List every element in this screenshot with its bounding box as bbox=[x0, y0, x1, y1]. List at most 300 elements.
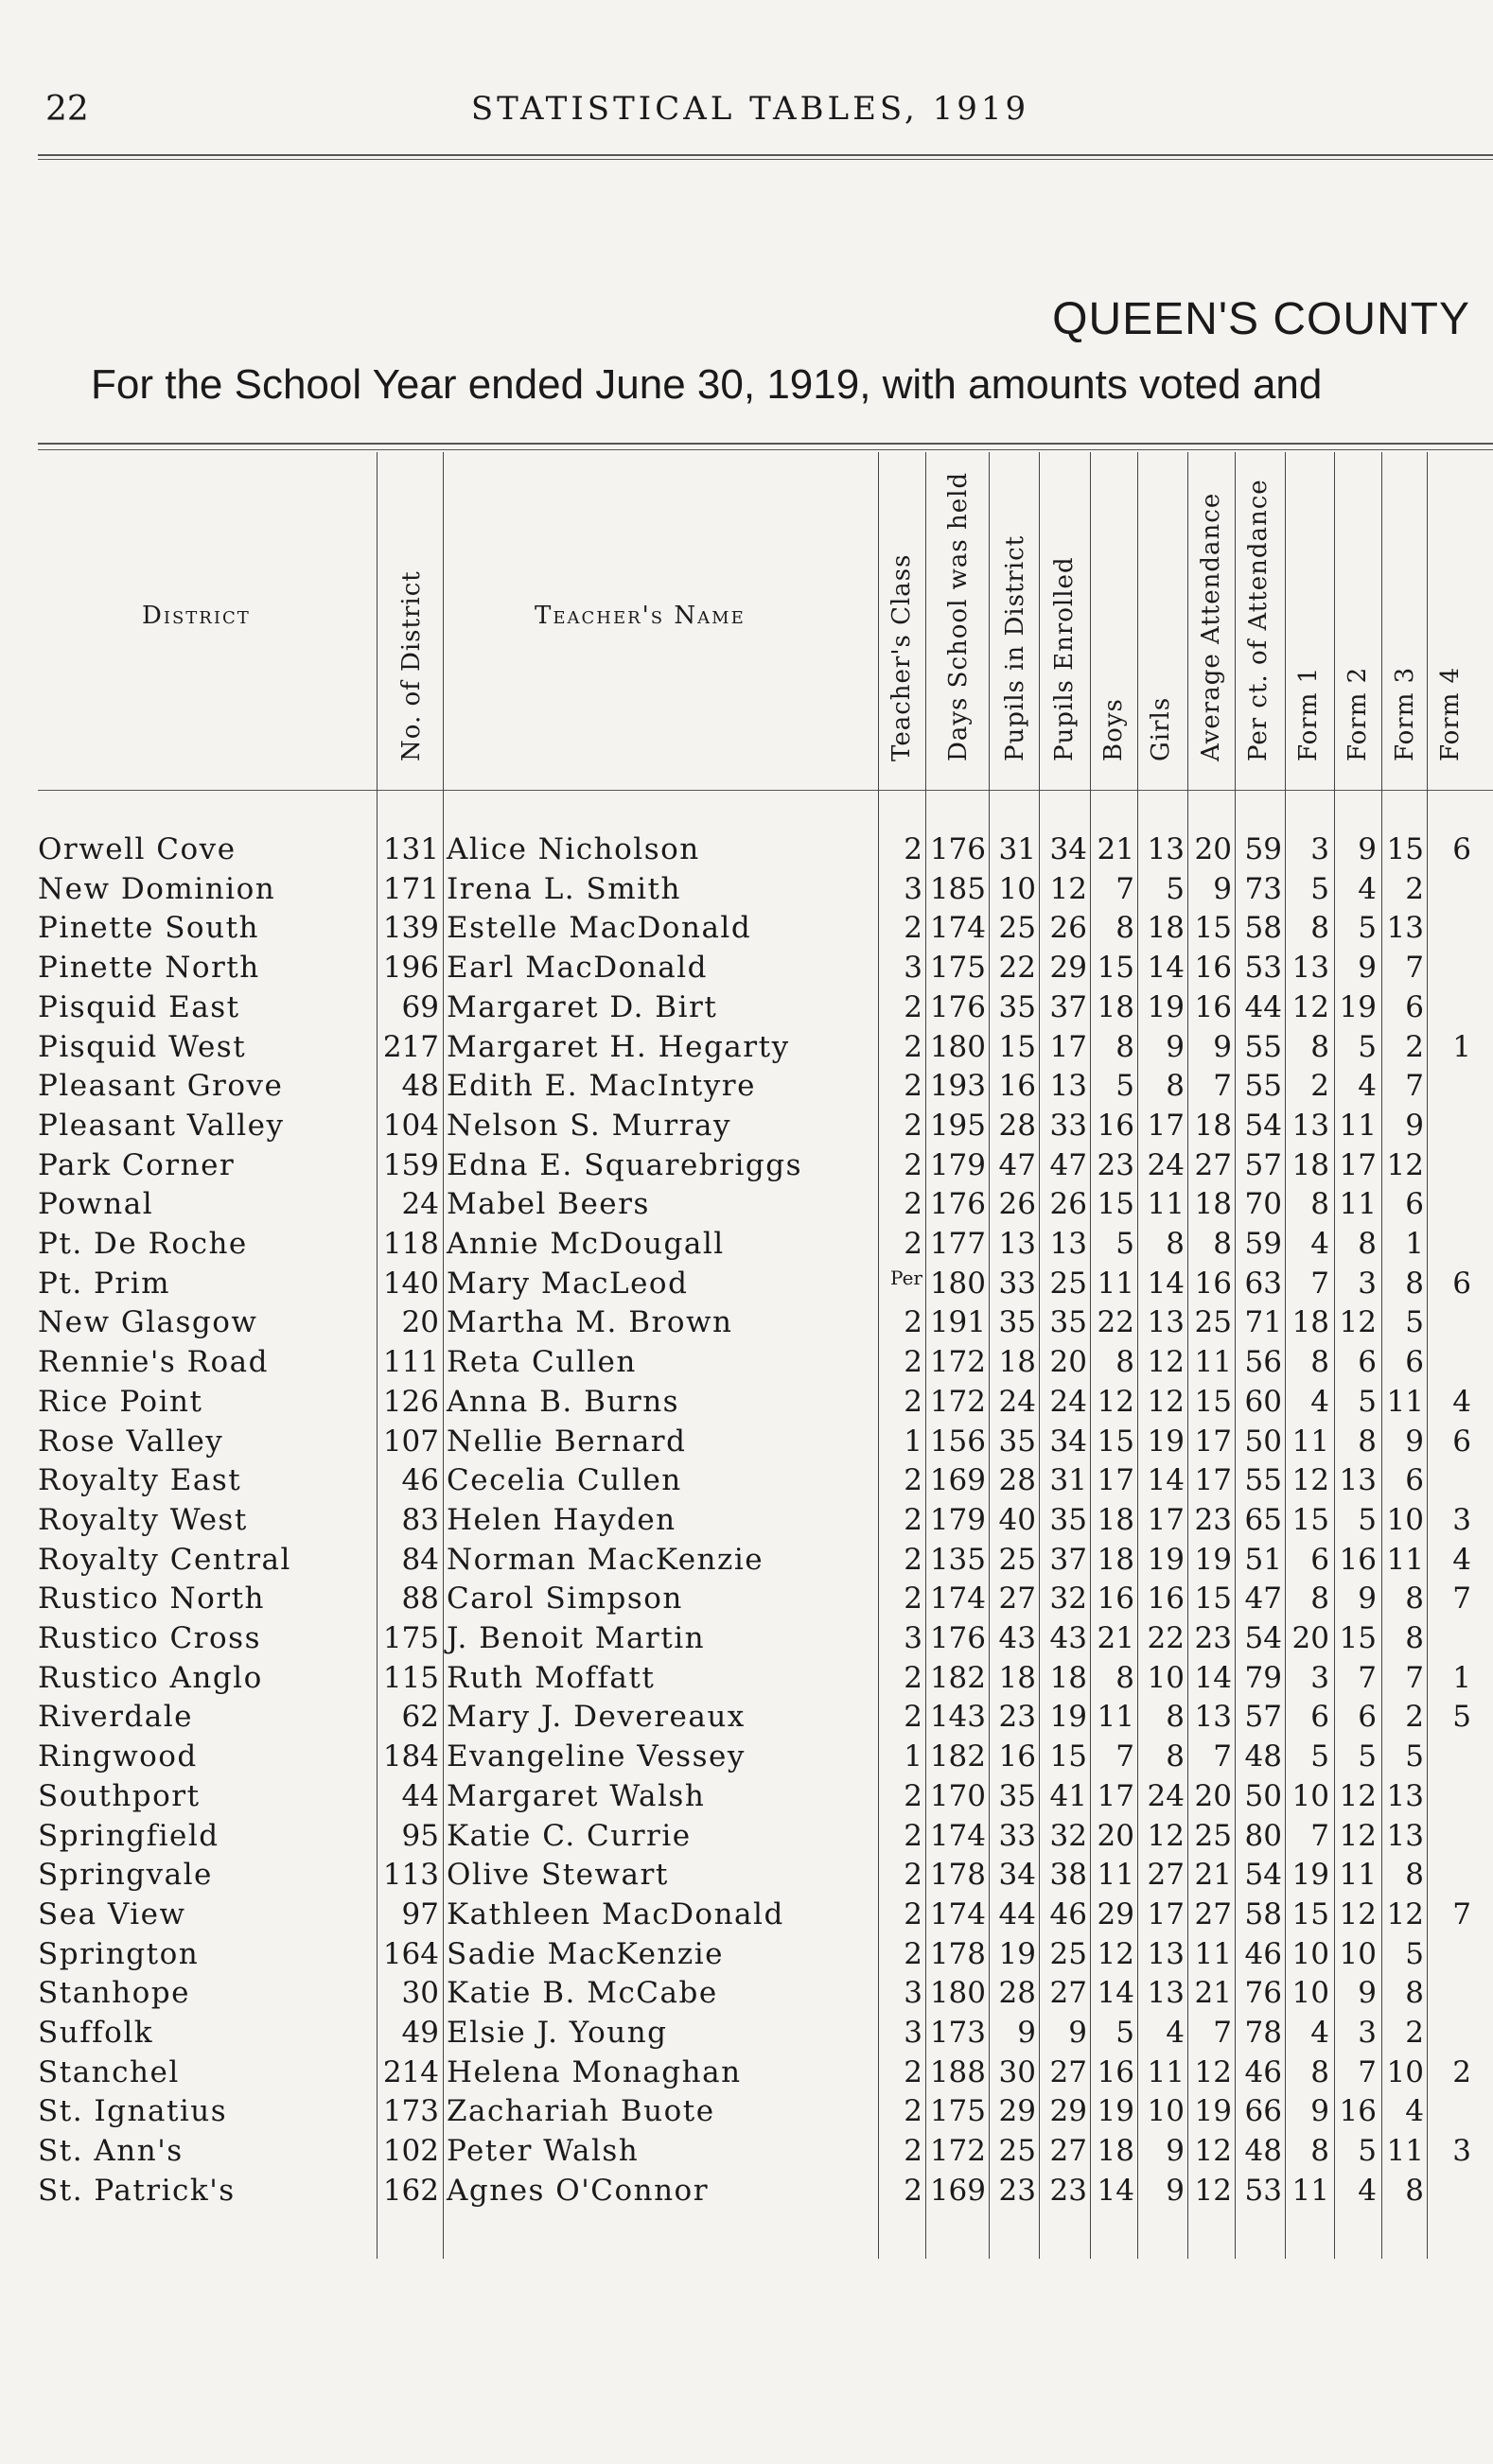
form-2: 5 bbox=[1358, 2134, 1377, 2169]
header-teacher-name: Teacher's Name bbox=[535, 602, 746, 630]
girls: 14 bbox=[1147, 1266, 1185, 1301]
table-subtitle: For the School Year ended June 30, 1919, with amounts voted and bbox=[91, 361, 1323, 408]
boys: 5 bbox=[1115, 1227, 1134, 1261]
form-1: 10 bbox=[1291, 1778, 1329, 1813]
running-head: STATISTICAL TABLES, 1919 bbox=[470, 90, 1030, 128]
pupils-enrolled: 25 bbox=[1049, 1936, 1087, 1971]
boys: 7 bbox=[1115, 1739, 1134, 1774]
district-number: 102 bbox=[382, 2134, 439, 2169]
girls: 13 bbox=[1147, 1976, 1185, 2011]
percent-attendance: 46 bbox=[1244, 1936, 1282, 1971]
form-1: 18 bbox=[1291, 1147, 1329, 1182]
days-held: 143 bbox=[929, 1700, 986, 1735]
form-3: 8 bbox=[1405, 1582, 1424, 1616]
form-1: 7 bbox=[1310, 1818, 1329, 1853]
pupils-in-district: 34 bbox=[998, 1858, 1036, 1893]
days-held: 176 bbox=[929, 832, 986, 866]
percent-attendance: 54 bbox=[1244, 1858, 1282, 1893]
pupils-enrolled: 37 bbox=[1049, 989, 1087, 1024]
pupils-in-district: 29 bbox=[998, 2094, 1036, 2129]
average-attendance: 14 bbox=[1194, 1660, 1232, 1695]
form-1: 10 bbox=[1291, 1976, 1329, 2011]
days-held: 169 bbox=[929, 1463, 986, 1498]
teacher-class: 2 bbox=[904, 1384, 922, 1419]
form-3: 2 bbox=[1405, 1029, 1424, 1064]
girls: 12 bbox=[1147, 1384, 1185, 1419]
percent-attendance: 63 bbox=[1244, 1266, 1282, 1301]
district-number: 30 bbox=[401, 1976, 439, 2011]
district-number: 171 bbox=[382, 871, 439, 906]
teacher-name: Margaret H. Hegarty bbox=[447, 1029, 790, 1064]
pupils-in-district: 13 bbox=[998, 1227, 1036, 1261]
table-row bbox=[0, 872, 1493, 911]
girls: 11 bbox=[1147, 1187, 1185, 1222]
form-3: 2 bbox=[1405, 871, 1424, 906]
district-number: 49 bbox=[401, 2016, 439, 2050]
district-name: Pinette North bbox=[38, 951, 260, 986]
boys: 18 bbox=[1097, 1502, 1134, 1537]
form-2: 6 bbox=[1358, 1345, 1377, 1380]
teacher-class: 2 bbox=[904, 1896, 922, 1931]
table-row bbox=[0, 1109, 1493, 1147]
pupils-enrolled: 38 bbox=[1049, 1858, 1087, 1893]
girls: 19 bbox=[1147, 1424, 1185, 1459]
teacher-class: 2 bbox=[904, 1858, 922, 1893]
average-attendance: 7 bbox=[1213, 1739, 1232, 1774]
form-1: 11 bbox=[1291, 2173, 1329, 2208]
form-3: 9 bbox=[1405, 1108, 1424, 1143]
table-row bbox=[0, 1148, 1493, 1187]
days-held: 175 bbox=[929, 2094, 986, 2129]
district-name: Rustico Cross bbox=[38, 1621, 261, 1655]
teacher-name: Peter Walsh bbox=[447, 2134, 640, 2169]
form-2: 11 bbox=[1339, 1187, 1377, 1222]
boys: 14 bbox=[1097, 2173, 1134, 2208]
form-4: 4 bbox=[1452, 1542, 1471, 1577]
girls: 27 bbox=[1147, 1858, 1185, 1893]
average-attendance: 27 bbox=[1194, 1896, 1232, 1931]
form-2: 7 bbox=[1358, 1660, 1377, 1695]
average-attendance: 16 bbox=[1194, 989, 1232, 1024]
form-2: 11 bbox=[1339, 1108, 1377, 1143]
form-2: 11 bbox=[1339, 1858, 1377, 1893]
teacher-class: 2 bbox=[904, 1305, 922, 1340]
days-held: 185 bbox=[929, 871, 986, 906]
girls: 9 bbox=[1166, 2173, 1185, 2208]
table-row bbox=[0, 1069, 1493, 1108]
district-name: Pownal bbox=[38, 1187, 154, 1222]
boys: 8 bbox=[1115, 911, 1134, 946]
teacher-name: Alice Nicholson bbox=[447, 832, 700, 866]
table-row bbox=[0, 1503, 1493, 1542]
average-attendance: 25 bbox=[1194, 1305, 1232, 1340]
district-name: St. Ignatius bbox=[38, 2094, 228, 2129]
district-name: Riverdale bbox=[38, 1700, 194, 1735]
teacher-name: Olive Stewart bbox=[447, 1858, 669, 1893]
teacher-class: 2 bbox=[904, 1660, 922, 1695]
average-attendance: 23 bbox=[1194, 1502, 1232, 1537]
teacher-class: 2 bbox=[904, 1345, 922, 1380]
teacher-class: 1 bbox=[904, 1739, 922, 1774]
form-4: 5 bbox=[1452, 1700, 1471, 1735]
boys: 16 bbox=[1097, 1582, 1134, 1616]
average-attendance: 7 bbox=[1213, 2016, 1232, 2050]
pupils-enrolled: 13 bbox=[1049, 1069, 1087, 1104]
district-number: 115 bbox=[382, 1660, 439, 1695]
form-3: 13 bbox=[1386, 1818, 1424, 1853]
pupils-in-district: 18 bbox=[998, 1660, 1036, 1695]
boys: 17 bbox=[1097, 1463, 1134, 1498]
pupils-enrolled: 35 bbox=[1049, 1305, 1087, 1340]
teacher-class: 2 bbox=[904, 1108, 922, 1143]
average-attendance: 17 bbox=[1194, 1463, 1232, 1498]
table-row bbox=[0, 1385, 1493, 1424]
form-4: 7 bbox=[1452, 1582, 1471, 1616]
district-number: 95 bbox=[401, 1818, 439, 1853]
form-2: 9 bbox=[1358, 832, 1377, 866]
form-2: 9 bbox=[1358, 1582, 1377, 1616]
boys: 18 bbox=[1097, 2134, 1134, 2169]
form-3: 9 bbox=[1405, 1424, 1424, 1459]
form-2: 13 bbox=[1339, 1463, 1377, 1498]
boys: 17 bbox=[1097, 1778, 1134, 1813]
district-number: 217 bbox=[382, 1029, 439, 1064]
district-name: Sea View bbox=[38, 1896, 186, 1931]
average-attendance: 12 bbox=[1194, 2134, 1232, 2169]
days-held: 175 bbox=[929, 951, 986, 986]
form-1: 13 bbox=[1291, 951, 1329, 986]
teacher-class: 2 bbox=[904, 1778, 922, 1813]
pupils-in-district: 44 bbox=[998, 1896, 1036, 1931]
teacher-class: 2 bbox=[904, 2054, 922, 2089]
days-held: 172 bbox=[929, 2134, 986, 2169]
district-name: New Dominion bbox=[38, 871, 276, 906]
district-name: Pleasant Grove bbox=[38, 1069, 284, 1104]
district-name: Springvale bbox=[38, 1858, 213, 1893]
form-2: 3 bbox=[1358, 2016, 1377, 2050]
boys: 29 bbox=[1097, 1896, 1134, 1931]
teacher-name: Evangeline Vessey bbox=[447, 1739, 746, 1774]
average-attendance: 16 bbox=[1194, 1266, 1232, 1301]
girls: 9 bbox=[1166, 1029, 1185, 1064]
teacher-class: 2 bbox=[904, 1700, 922, 1735]
district-name: Rennie's Road bbox=[38, 1345, 269, 1380]
pupils-enrolled: 27 bbox=[1049, 2134, 1087, 2169]
days-held: 176 bbox=[929, 1621, 986, 1655]
girls: 9 bbox=[1166, 2134, 1185, 2169]
pupils-enrolled: 37 bbox=[1049, 1542, 1087, 1577]
girls: 19 bbox=[1147, 1542, 1185, 1577]
table-row bbox=[0, 2134, 1493, 2173]
district-name: Pleasant Valley bbox=[38, 1108, 285, 1143]
form-1: 15 bbox=[1291, 1502, 1329, 1537]
girls: 8 bbox=[1166, 1227, 1185, 1261]
percent-attendance: 50 bbox=[1244, 1424, 1282, 1459]
header-bottom-rule bbox=[38, 790, 1493, 791]
teacher-class: 2 bbox=[904, 911, 922, 946]
form-3: 10 bbox=[1386, 2054, 1424, 2089]
days-held: 182 bbox=[929, 1660, 986, 1695]
table-top-rule-thin bbox=[38, 449, 1493, 450]
table-row bbox=[0, 1621, 1493, 1660]
table-row bbox=[0, 1030, 1493, 1069]
girls: 13 bbox=[1147, 1305, 1185, 1340]
teacher-name: Estelle MacDonald bbox=[447, 911, 752, 946]
district-name: Rustico North bbox=[38, 1582, 265, 1616]
district-name: Pisquid East bbox=[38, 989, 240, 1024]
district-number: 69 bbox=[401, 989, 439, 1024]
percent-attendance: 48 bbox=[1244, 1739, 1282, 1774]
district-number: 104 bbox=[382, 1108, 439, 1143]
percent-attendance: 48 bbox=[1244, 2134, 1282, 2169]
form-1: 5 bbox=[1310, 871, 1329, 906]
form-4: 3 bbox=[1452, 1502, 1471, 1537]
teacher-name: Elsie J. Young bbox=[447, 2016, 668, 2050]
girls: 10 bbox=[1147, 1660, 1185, 1695]
percent-attendance: 58 bbox=[1244, 911, 1282, 946]
average-attendance: 15 bbox=[1194, 1384, 1232, 1419]
percent-attendance: 79 bbox=[1244, 1660, 1282, 1695]
average-attendance: 16 bbox=[1194, 951, 1232, 986]
form-2: 12 bbox=[1339, 1896, 1377, 1931]
teacher-name: Anna B. Burns bbox=[447, 1384, 680, 1419]
average-attendance: 13 bbox=[1194, 1700, 1232, 1735]
teacher-name: Norman MacKenzie bbox=[447, 1542, 764, 1577]
district-name: Royalty East bbox=[38, 1463, 242, 1498]
county-title: QUEEN'S COUNTY bbox=[1052, 294, 1470, 344]
form-1: 11 bbox=[1291, 1424, 1329, 1459]
form-3: 6 bbox=[1405, 989, 1424, 1024]
form-1: 10 bbox=[1291, 1936, 1329, 1971]
girls: 14 bbox=[1147, 951, 1185, 986]
percent-attendance: 80 bbox=[1244, 1818, 1282, 1853]
teacher-class: 2 bbox=[904, 1463, 922, 1498]
girls: 13 bbox=[1147, 832, 1185, 866]
header-rule-thin bbox=[38, 159, 1493, 160]
pupils-in-district: 28 bbox=[998, 1976, 1036, 2011]
teacher-name: Ruth Moffatt bbox=[447, 1660, 656, 1695]
percent-attendance: 51 bbox=[1244, 1542, 1282, 1577]
pupils-in-district: 25 bbox=[998, 1542, 1036, 1577]
table-row bbox=[0, 1543, 1493, 1582]
district-number: 139 bbox=[382, 911, 439, 946]
average-attendance: 21 bbox=[1194, 1976, 1232, 2011]
days-held: 178 bbox=[929, 1936, 986, 1971]
table-row bbox=[0, 1700, 1493, 1739]
form-1: 8 bbox=[1310, 2134, 1329, 2169]
form-3: 8 bbox=[1405, 1976, 1424, 2011]
table-row bbox=[0, 2055, 1493, 2094]
teacher-name: Margaret Walsh bbox=[447, 1778, 706, 1813]
days-held: 176 bbox=[929, 989, 986, 1024]
days-held: 174 bbox=[929, 1818, 986, 1853]
pupils-in-district: 27 bbox=[998, 1582, 1036, 1616]
girls: 16 bbox=[1147, 1582, 1185, 1616]
form-4: 4 bbox=[1452, 1384, 1471, 1419]
pupils-enrolled: 32 bbox=[1049, 1818, 1087, 1853]
district-name: Rustico Anglo bbox=[38, 1660, 263, 1695]
average-attendance: 19 bbox=[1194, 1542, 1232, 1577]
pupils-in-district: 43 bbox=[998, 1621, 1036, 1655]
form-1: 5 bbox=[1310, 1739, 1329, 1774]
form-1: 7 bbox=[1310, 1266, 1329, 1301]
days-held: 180 bbox=[929, 1976, 986, 2011]
district-number: 162 bbox=[382, 2173, 439, 2208]
district-name: Springton bbox=[38, 1936, 200, 1971]
form-3: 13 bbox=[1386, 1778, 1424, 1813]
boys: 11 bbox=[1097, 1858, 1134, 1893]
form-3: 10 bbox=[1386, 1502, 1424, 1537]
days-held: 188 bbox=[929, 2054, 986, 2089]
district-number: 97 bbox=[401, 1896, 439, 1931]
pupils-in-district: 23 bbox=[998, 1700, 1036, 1735]
pupils-in-district: 16 bbox=[998, 1739, 1036, 1774]
average-attendance: 23 bbox=[1194, 1621, 1232, 1655]
district-number: 126 bbox=[382, 1384, 439, 1419]
girls: 17 bbox=[1147, 1502, 1185, 1537]
table-row bbox=[0, 1227, 1493, 1266]
boys: 16 bbox=[1097, 2054, 1134, 2089]
table-row bbox=[0, 2174, 1493, 2212]
average-attendance: 15 bbox=[1194, 911, 1232, 946]
form-3: 2 bbox=[1405, 2016, 1424, 2050]
teacher-class: 2 bbox=[904, 1502, 922, 1537]
teacher-name: Earl MacDonald bbox=[447, 951, 709, 986]
boys: 22 bbox=[1097, 1305, 1134, 1340]
boys: 15 bbox=[1097, 951, 1134, 986]
boys: 5 bbox=[1115, 2016, 1134, 2050]
district-number: 113 bbox=[382, 1858, 439, 1893]
percent-attendance: 44 bbox=[1244, 989, 1282, 1024]
form-3: 6 bbox=[1405, 1345, 1424, 1380]
pupils-enrolled: 9 bbox=[1068, 2016, 1087, 2050]
form-1: 15 bbox=[1291, 1896, 1329, 1931]
pupils-enrolled: 18 bbox=[1049, 1660, 1087, 1695]
average-attendance: 7 bbox=[1213, 1069, 1232, 1104]
pupils-enrolled: 29 bbox=[1049, 2094, 1087, 2129]
days-held: 172 bbox=[929, 1384, 986, 1419]
girls: 17 bbox=[1147, 1108, 1185, 1143]
header-district: District bbox=[142, 602, 251, 630]
teacher-class: 3 bbox=[904, 871, 922, 906]
percent-attendance: 54 bbox=[1244, 1108, 1282, 1143]
form-1: 8 bbox=[1310, 1187, 1329, 1222]
pupils-enrolled: 29 bbox=[1049, 951, 1087, 986]
pupils-enrolled: 32 bbox=[1049, 1582, 1087, 1616]
table-row bbox=[0, 2094, 1493, 2133]
table-row bbox=[0, 1424, 1493, 1463]
form-2: 9 bbox=[1358, 1976, 1377, 2011]
form-3: 11 bbox=[1386, 1542, 1424, 1577]
teacher-name: Helen Hayden bbox=[447, 1502, 676, 1537]
district-number: 48 bbox=[401, 1069, 439, 1104]
boys: 21 bbox=[1097, 832, 1134, 866]
district-name: Southport bbox=[38, 1778, 201, 1813]
district-name: St. Ann's bbox=[38, 2134, 184, 2169]
pupils-in-district: 18 bbox=[998, 1345, 1036, 1380]
days-held: 156 bbox=[929, 1424, 986, 1459]
boys: 15 bbox=[1097, 1424, 1134, 1459]
form-2: 5 bbox=[1358, 911, 1377, 946]
form-2: 5 bbox=[1358, 1384, 1377, 1419]
days-held: 170 bbox=[929, 1778, 986, 1813]
form-3: 12 bbox=[1386, 1147, 1424, 1182]
table-row bbox=[0, 1305, 1493, 1344]
table-row bbox=[0, 1819, 1493, 1858]
form-2: 17 bbox=[1339, 1147, 1377, 1182]
form-2: 16 bbox=[1339, 1542, 1377, 1577]
form-3: 8 bbox=[1405, 1621, 1424, 1655]
teacher-name: Mabel Beers bbox=[447, 1187, 650, 1222]
teacher-name: Nelson S. Murray bbox=[447, 1108, 731, 1143]
girls: 24 bbox=[1147, 1778, 1185, 1813]
boys: 18 bbox=[1097, 989, 1134, 1024]
girls: 24 bbox=[1147, 1147, 1185, 1182]
girls: 13 bbox=[1147, 1936, 1185, 1971]
pupils-in-district: 47 bbox=[998, 1147, 1036, 1182]
table-row bbox=[0, 1187, 1493, 1226]
percent-attendance: 55 bbox=[1244, 1029, 1282, 1064]
header-rule bbox=[38, 154, 1493, 156]
form-3: 5 bbox=[1405, 1936, 1424, 1971]
pupils-enrolled: 19 bbox=[1049, 1700, 1087, 1735]
days-held: 193 bbox=[929, 1069, 986, 1104]
table-top-rule bbox=[38, 443, 1493, 445]
boys: 8 bbox=[1115, 1660, 1134, 1695]
form-3: 11 bbox=[1386, 2134, 1424, 2169]
table-row bbox=[0, 1582, 1493, 1620]
form-2: 4 bbox=[1358, 2173, 1377, 2208]
average-attendance: 18 bbox=[1194, 1108, 1232, 1143]
form-2: 6 bbox=[1358, 1700, 1377, 1735]
form-1: 3 bbox=[1310, 1660, 1329, 1695]
teacher-name: Martha M. Brown bbox=[447, 1305, 733, 1340]
table-row bbox=[0, 2016, 1493, 2054]
teacher-name: Katie B. McCabe bbox=[447, 1976, 718, 2011]
district-name: Ringwood bbox=[38, 1739, 198, 1774]
pupils-enrolled: 23 bbox=[1049, 2173, 1087, 2208]
pupils-in-district: 25 bbox=[998, 911, 1036, 946]
teacher-name: Mary J. Devereaux bbox=[447, 1700, 746, 1735]
district-number: 46 bbox=[401, 1463, 439, 1498]
form-2: 7 bbox=[1358, 2054, 1377, 2089]
form-1: 12 bbox=[1291, 1463, 1329, 1498]
days-held: 191 bbox=[929, 1305, 986, 1340]
girls: 8 bbox=[1166, 1700, 1185, 1735]
teacher-name: J. Benoit Martin bbox=[447, 1621, 706, 1655]
form-3: 7 bbox=[1405, 1660, 1424, 1695]
girls: 19 bbox=[1147, 989, 1185, 1024]
percent-attendance: 54 bbox=[1244, 1621, 1282, 1655]
form-1: 4 bbox=[1310, 1227, 1329, 1261]
form-4: 6 bbox=[1452, 1424, 1471, 1459]
percent-attendance: 73 bbox=[1244, 871, 1282, 906]
pupils-in-district: 23 bbox=[998, 2173, 1036, 2208]
average-attendance: 15 bbox=[1194, 1582, 1232, 1616]
district-number: 214 bbox=[382, 2054, 439, 2089]
teacher-class: 2 bbox=[904, 989, 922, 1024]
pupils-enrolled: 27 bbox=[1049, 2054, 1087, 2089]
pupils-enrolled: 12 bbox=[1049, 871, 1087, 906]
teacher-name: Helena Monaghan bbox=[447, 2054, 742, 2089]
pupils-enrolled: 27 bbox=[1049, 1976, 1087, 2011]
form-2: 19 bbox=[1339, 989, 1377, 1024]
district-number: 84 bbox=[401, 1542, 439, 1577]
page-header bbox=[45, 90, 1455, 128]
district-name: Orwell Cove bbox=[38, 832, 237, 866]
table-row bbox=[0, 1661, 1493, 1700]
form-3: 8 bbox=[1405, 2173, 1424, 2208]
